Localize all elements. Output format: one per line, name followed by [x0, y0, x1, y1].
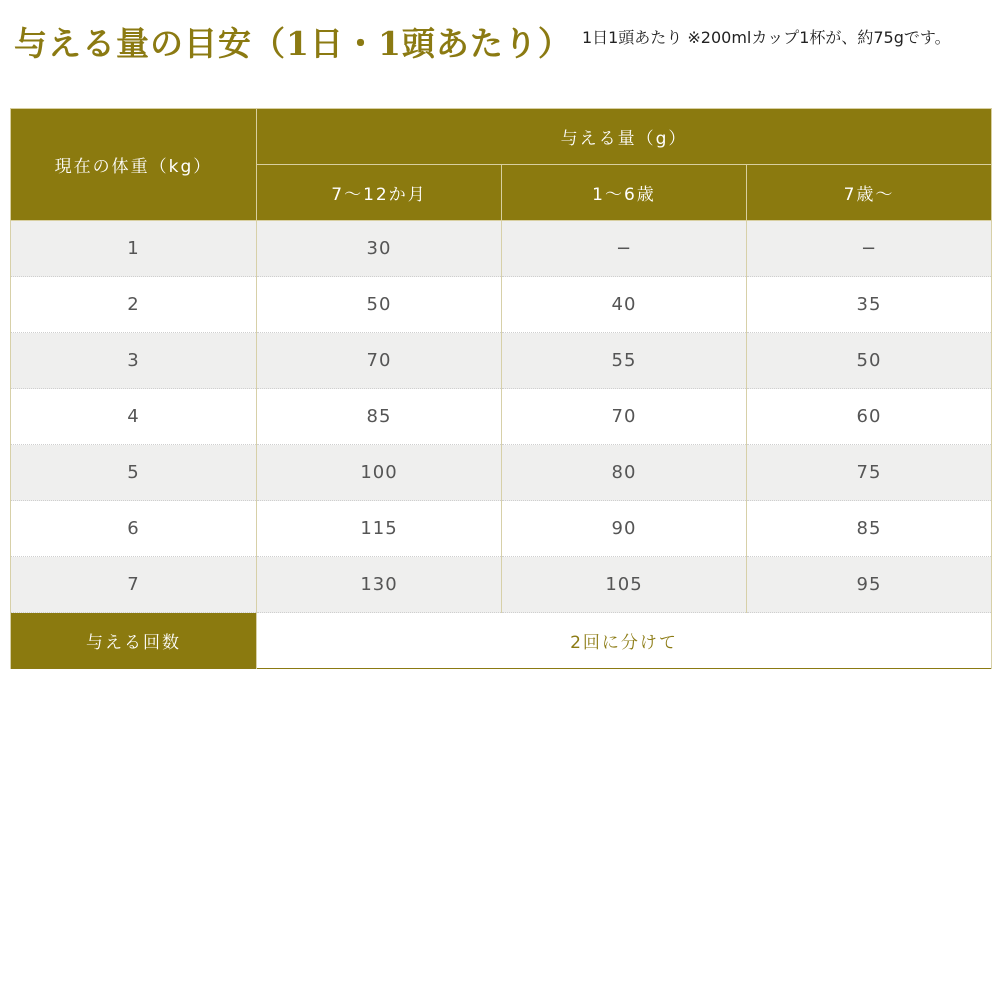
table-row	[11, 221, 992, 277]
amount-cell: 95	[747, 557, 992, 613]
feeding-count-label: 与える回数	[11, 613, 257, 669]
weight-cell: 7	[11, 557, 257, 613]
amount-cell: 85	[257, 389, 502, 445]
amount-cell: 90	[502, 501, 747, 557]
weight-column-header: 現在の体重（kg）	[11, 109, 257, 221]
amount-cell: 75	[747, 445, 992, 501]
table-row	[11, 389, 992, 445]
weight-cell: 2	[11, 277, 257, 333]
age-header-7y-plus: 7歳〜	[747, 165, 992, 221]
amount-cell: 80	[502, 445, 747, 501]
age-header-7-12m: 7〜12か月	[257, 165, 502, 221]
amount-cell: 30	[257, 221, 502, 277]
amount-cell: 100	[257, 445, 502, 501]
amount-column-header: 与える量（g）	[257, 109, 992, 165]
amount-cell: 60	[747, 389, 992, 445]
feeding-table	[10, 108, 992, 669]
amount-cell: 130	[257, 557, 502, 613]
amount-cell: 55	[502, 333, 747, 389]
weight-cell: 1	[11, 221, 257, 277]
table-row	[11, 501, 992, 557]
age-header-1-6y: 1〜6歳	[502, 165, 747, 221]
page-header	[14, 14, 994, 70]
amount-cell: 70	[502, 389, 747, 445]
weight-cell: 3	[11, 333, 257, 389]
amount-cell: 85	[747, 501, 992, 557]
page-title: 与える量の目安（1日・1頭あたり）	[14, 24, 572, 63]
table-row	[11, 277, 992, 333]
amount-cell: 70	[257, 333, 502, 389]
amount-cell: −	[502, 221, 747, 277]
weight-cell: 5	[11, 445, 257, 501]
amount-cell: 105	[502, 557, 747, 613]
weight-cell: 6	[11, 501, 257, 557]
amount-cell: 35	[747, 277, 992, 333]
footer-row	[11, 613, 992, 669]
amount-cell: 50	[257, 277, 502, 333]
serving-note: 1日1頭あたり ※200mlカップ1杯が、約75gです。	[581, 28, 951, 47]
amount-cell: 40	[502, 277, 747, 333]
feeding-count-value: 2回に分けて	[257, 613, 992, 669]
table-row	[11, 333, 992, 389]
table-row	[11, 557, 992, 613]
amount-cell: 50	[747, 333, 992, 389]
table-row	[11, 445, 992, 501]
amount-cell: −	[747, 221, 992, 277]
weight-cell: 4	[11, 389, 257, 445]
amount-cell: 115	[257, 501, 502, 557]
